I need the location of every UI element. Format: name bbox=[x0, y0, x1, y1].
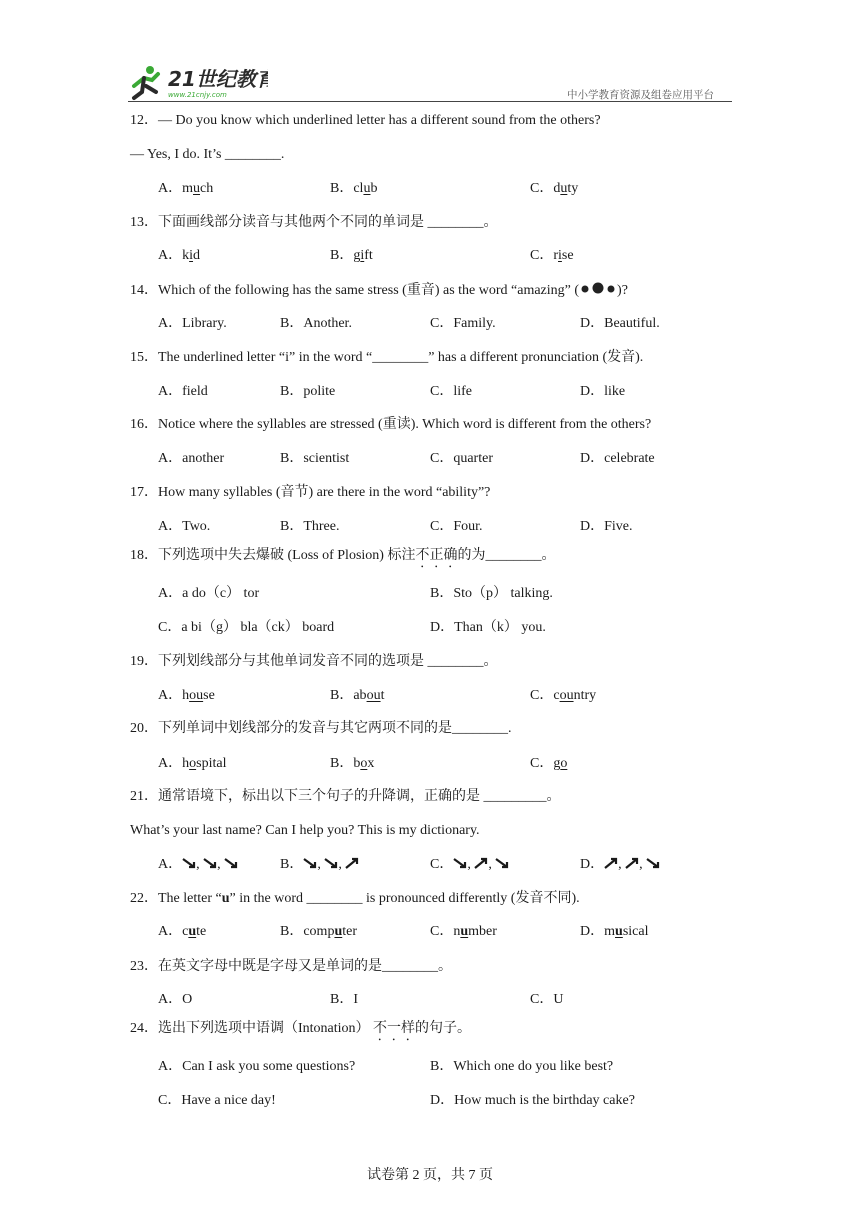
option-text: ntry bbox=[573, 688, 597, 703]
option-label: C． bbox=[530, 248, 554, 263]
underlined-letters: u bbox=[460, 924, 469, 939]
underlined-letters: ou bbox=[189, 688, 204, 703]
question-number: 16． bbox=[130, 417, 158, 432]
question-number: 13． bbox=[130, 215, 158, 230]
question-15-stem bbox=[130, 349, 643, 367]
emphasis-dots-text: 不一样 bbox=[373, 1021, 416, 1036]
option-label: B． bbox=[330, 992, 354, 1007]
option-label: C． bbox=[158, 1093, 182, 1108]
separator: , bbox=[338, 857, 346, 872]
option-text: U bbox=[553, 992, 564, 1007]
option-text: ty bbox=[567, 181, 579, 196]
option-text: I bbox=[353, 992, 359, 1007]
option-20-C[interactable] bbox=[530, 755, 567, 773]
option-17-A[interactable] bbox=[158, 518, 210, 536]
option-text: m bbox=[604, 924, 616, 939]
option-24-B[interactable] bbox=[430, 1058, 613, 1076]
option-text: se bbox=[561, 248, 574, 263]
option-label: A． bbox=[158, 181, 183, 196]
option-text: a bi（g） bla（ck） board bbox=[181, 620, 335, 635]
question-text: Notice where the syllables are stressed (重读). Which word is different from the others? bbox=[158, 417, 652, 432]
stress-pattern-icon bbox=[579, 281, 617, 295]
option-text: se bbox=[203, 688, 215, 703]
option-21-C[interactable] bbox=[430, 856, 509, 874]
option-text: Sto（p） talking. bbox=[453, 586, 553, 601]
rising-arrow-icon bbox=[625, 857, 639, 869]
option-text: Three. bbox=[303, 519, 340, 534]
question-12-line2: — Yes, I do. It’s ________. bbox=[130, 147, 285, 162]
question-text-part: 的句子。 bbox=[415, 1021, 472, 1036]
option-text: d bbox=[193, 248, 201, 263]
option-22-C[interactable] bbox=[430, 923, 497, 941]
question-21-line2: What’s your last name? Can I help you? This is my dictionary. bbox=[130, 823, 480, 838]
option-14-B[interactable] bbox=[280, 315, 352, 333]
falling-arrow-icon bbox=[303, 857, 317, 869]
option-label: D． bbox=[580, 519, 605, 534]
option-13-C[interactable] bbox=[530, 247, 574, 265]
underlined-letters: u bbox=[193, 181, 201, 196]
option-text: Five. bbox=[604, 519, 633, 534]
option-text: field bbox=[182, 384, 208, 399]
option-text: x bbox=[367, 756, 375, 771]
option-text: a do（c） tor bbox=[182, 586, 260, 601]
question-text: The underlined letter “i” in the word “________” has a different pronunciation (发音). bbox=[158, 350, 644, 365]
option-22-D[interactable] bbox=[580, 923, 648, 941]
option-label: A． bbox=[158, 586, 183, 601]
option-text: ft bbox=[364, 248, 373, 263]
option-text: Than（k） you. bbox=[454, 620, 546, 635]
option-text: cl bbox=[353, 181, 364, 196]
option-21-A[interactable] bbox=[158, 856, 238, 874]
underlined-letters: i bbox=[558, 248, 562, 263]
falling-arrow-icon bbox=[646, 857, 660, 869]
option-label: B． bbox=[280, 384, 304, 399]
option-text: d bbox=[553, 181, 561, 196]
option-label: D． bbox=[580, 451, 605, 466]
option-16-A[interactable] bbox=[158, 450, 224, 468]
option-label: D． bbox=[580, 924, 605, 939]
option-label: B． bbox=[280, 316, 304, 331]
option-19-A[interactable] bbox=[158, 687, 215, 705]
option-text: mber bbox=[468, 924, 497, 939]
question-21-stem bbox=[130, 788, 561, 806]
option-15-D[interactable] bbox=[580, 383, 625, 401]
option-24-C[interactable] bbox=[158, 1092, 276, 1110]
option-label: C． bbox=[530, 756, 554, 771]
rising-arrow-icon bbox=[604, 857, 618, 869]
option-18-C[interactable] bbox=[158, 619, 334, 637]
option-text: spital bbox=[196, 756, 227, 771]
option-12-C[interactable] bbox=[530, 180, 578, 198]
option-label: D． bbox=[430, 1093, 455, 1108]
question-text-part: ” in the word ________ is pronounced differently (发音不同). bbox=[229, 891, 580, 906]
option-16-B[interactable] bbox=[280, 450, 349, 468]
question-24-stem bbox=[130, 1020, 471, 1044]
option-label: A． bbox=[158, 451, 183, 466]
option-21-B[interactable] bbox=[280, 856, 359, 874]
option-24-A[interactable] bbox=[158, 1058, 355, 1076]
option-label: B． bbox=[280, 924, 304, 939]
option-text: sical bbox=[622, 924, 649, 939]
option-label: C． bbox=[530, 688, 554, 703]
question-number: 12． bbox=[130, 113, 158, 128]
option-text: ter bbox=[342, 924, 358, 939]
question-text: 在英文字母中既是字母又是单词的是________。 bbox=[158, 959, 452, 974]
question-13-stem bbox=[130, 214, 498, 232]
option-label: C． bbox=[430, 451, 454, 466]
option-text: Another. bbox=[303, 316, 352, 331]
option-text: m bbox=[182, 181, 194, 196]
option-label: A． bbox=[158, 857, 183, 872]
question-number: 20． bbox=[130, 721, 158, 736]
separator: , bbox=[217, 857, 225, 872]
option-17-C[interactable] bbox=[430, 518, 483, 536]
option-label: C． bbox=[430, 519, 454, 534]
option-label: C． bbox=[158, 620, 182, 635]
option-14-D[interactable] bbox=[580, 315, 660, 333]
option-text: Have a nice day! bbox=[181, 1093, 276, 1108]
option-text: t bbox=[380, 688, 385, 703]
option-text: polite bbox=[303, 384, 336, 399]
option-text: te bbox=[196, 924, 207, 939]
falling-arrow-icon bbox=[495, 857, 509, 869]
option-label: A． bbox=[158, 519, 183, 534]
option-17-D[interactable] bbox=[580, 518, 633, 536]
logo-text: 21世纪教育 bbox=[168, 67, 268, 91]
option-label: D． bbox=[580, 857, 605, 872]
option-text: k bbox=[182, 248, 190, 263]
option-label: A． bbox=[158, 924, 183, 939]
option-23-C[interactable] bbox=[530, 991, 563, 1009]
falling-arrow-icon bbox=[182, 857, 196, 869]
option-label: C． bbox=[430, 316, 454, 331]
option-text: Four. bbox=[453, 519, 483, 534]
option-22-B[interactable] bbox=[280, 923, 357, 941]
underlined-letters: i bbox=[189, 248, 194, 263]
rising-arrow-icon bbox=[474, 857, 488, 869]
option-text: c bbox=[182, 924, 189, 939]
option-label: B． bbox=[330, 248, 354, 263]
separator: , bbox=[196, 857, 204, 872]
option-label: B． bbox=[280, 519, 304, 534]
question-number: 24． bbox=[130, 1021, 158, 1036]
site-logo bbox=[128, 64, 268, 102]
underlined-letters: u bbox=[560, 181, 568, 196]
option-label: B． bbox=[430, 586, 454, 601]
rising-arrow-icon bbox=[345, 857, 359, 869]
question-number: 22． bbox=[130, 891, 158, 906]
option-text: Two. bbox=[182, 519, 211, 534]
option-text: O bbox=[182, 992, 193, 1007]
option-text: life bbox=[453, 384, 472, 399]
underlined-letters: o bbox=[189, 756, 197, 771]
option-15-B[interactable] bbox=[280, 383, 335, 401]
option-text: another bbox=[182, 451, 225, 466]
option-text: Can I ask you some questions? bbox=[182, 1059, 356, 1074]
option-label: A． bbox=[158, 248, 183, 263]
question-text: 通常语境下，标出以下三个句子的升降调，正确的是 _________。 bbox=[158, 789, 561, 804]
option-text: comp bbox=[303, 924, 335, 939]
option-text: g bbox=[353, 248, 361, 263]
option-text: quarter bbox=[453, 451, 493, 466]
question-22-stem bbox=[130, 890, 580, 908]
underlined-letters: o bbox=[560, 756, 568, 771]
question-23-stem bbox=[130, 958, 452, 976]
option-label: C． bbox=[430, 857, 454, 872]
question-number: 17． bbox=[130, 485, 158, 500]
option-label: A． bbox=[158, 384, 183, 399]
option-label: A． bbox=[158, 756, 183, 771]
option-23-A[interactable] bbox=[158, 991, 192, 1009]
question-16-stem bbox=[130, 416, 651, 434]
option-text: Beautiful. bbox=[604, 316, 660, 331]
falling-arrow-icon bbox=[324, 857, 338, 869]
option-23-B[interactable] bbox=[330, 991, 358, 1009]
option-16-D[interactable] bbox=[580, 450, 655, 468]
option-18-D[interactable] bbox=[430, 619, 546, 637]
question-14-stem bbox=[130, 281, 628, 300]
option-label: A． bbox=[158, 316, 183, 331]
option-label: B． bbox=[280, 857, 304, 872]
option-17-B[interactable] bbox=[280, 518, 340, 536]
underlined-letters: u bbox=[188, 924, 197, 939]
question-number: 15． bbox=[130, 350, 158, 365]
underlined-letters: ou bbox=[559, 688, 574, 703]
option-text: Family. bbox=[453, 316, 496, 331]
option-text: h bbox=[182, 756, 190, 771]
option-text: ab bbox=[353, 688, 367, 703]
option-24-D[interactable] bbox=[430, 1092, 635, 1110]
question-19-stem bbox=[130, 653, 498, 671]
option-15-A[interactable] bbox=[158, 383, 208, 401]
question-text: How many syllables (音节) are there in the word “ability”? bbox=[158, 485, 491, 500]
option-text: Which one do you like best? bbox=[453, 1059, 614, 1074]
option-label: B． bbox=[430, 1059, 454, 1074]
question-20-stem bbox=[130, 720, 512, 738]
underlined-letters: i bbox=[360, 248, 365, 263]
falling-arrow-icon bbox=[224, 857, 238, 869]
option-label: B． bbox=[330, 756, 354, 771]
option-text: n bbox=[453, 924, 461, 939]
option-21-D[interactable] bbox=[580, 856, 660, 874]
question-12-stem bbox=[130, 112, 601, 130]
question-17-stem bbox=[130, 484, 490, 502]
emphasis-dots-text: 不正确 bbox=[415, 548, 458, 563]
option-text: b bbox=[353, 756, 361, 771]
option-label: A． bbox=[158, 992, 183, 1007]
underlined-letters: u bbox=[334, 924, 343, 939]
option-label: D． bbox=[580, 384, 605, 399]
question-number: 14． bbox=[130, 283, 158, 298]
bold-letter: u bbox=[221, 891, 230, 906]
option-12-B[interactable] bbox=[330, 180, 377, 198]
separator: , bbox=[639, 857, 647, 872]
option-text: r bbox=[553, 248, 559, 263]
option-text: g bbox=[553, 756, 561, 771]
option-19-B[interactable] bbox=[330, 687, 384, 705]
option-label: C． bbox=[430, 924, 454, 939]
option-label: A． bbox=[158, 1059, 183, 1074]
option-label: C． bbox=[530, 992, 554, 1007]
question-text-part: Which of the following has the same stress (重音) as the word “amazing” ( bbox=[158, 283, 580, 298]
question-number: 23． bbox=[130, 959, 158, 974]
question-number: 18． bbox=[130, 548, 158, 563]
separator: , bbox=[488, 857, 496, 872]
option-label: D． bbox=[580, 316, 605, 331]
option-14-A[interactable] bbox=[158, 315, 227, 333]
question-text: 下列单词中划线部分的发音与其它两项不同的是________. bbox=[158, 721, 512, 736]
option-18-A[interactable] bbox=[158, 585, 259, 603]
option-text: h bbox=[182, 688, 190, 703]
option-label: D． bbox=[430, 620, 455, 635]
option-14-C[interactable] bbox=[430, 315, 496, 333]
question-text-part: 的为________。 bbox=[457, 548, 556, 563]
option-20-A[interactable] bbox=[158, 755, 226, 773]
option-text: ch bbox=[200, 181, 214, 196]
question-18-stem bbox=[130, 547, 555, 571]
header-divider bbox=[128, 101, 732, 102]
underlined-letters: o bbox=[360, 756, 368, 771]
separator: , bbox=[618, 857, 626, 872]
logo-url: www.21cnjy.com bbox=[168, 91, 227, 99]
option-15-C[interactable] bbox=[430, 383, 472, 401]
option-22-A[interactable] bbox=[158, 923, 206, 941]
separator: , bbox=[317, 857, 325, 872]
page-footer: 试卷第 2 页，共 7 页 bbox=[367, 1168, 493, 1183]
option-label: B． bbox=[280, 451, 304, 466]
header-tagline: 中小学教育资源及组卷应用平台 bbox=[567, 89, 714, 101]
question-text-part: )? bbox=[617, 283, 628, 298]
falling-arrow-icon bbox=[203, 857, 217, 869]
underlined-letters: u bbox=[615, 924, 623, 939]
option-12-A[interactable] bbox=[158, 180, 213, 198]
question-text-part: 选出下列选项中语调（Intonation） bbox=[158, 1021, 374, 1036]
question-text-part: The letter “ bbox=[158, 891, 222, 906]
option-13-A[interactable] bbox=[158, 247, 200, 265]
option-text: Library. bbox=[182, 316, 227, 331]
option-text: c bbox=[553, 688, 560, 703]
option-label: A． bbox=[158, 688, 183, 703]
option-label: B． bbox=[330, 181, 354, 196]
underlined-letters: ou bbox=[366, 688, 381, 703]
underlined-letters: u bbox=[363, 181, 371, 196]
question-number: 19． bbox=[130, 654, 158, 669]
option-20-B[interactable] bbox=[330, 755, 374, 773]
option-text: celebrate bbox=[604, 451, 655, 466]
question-text: 下列划线部分与其他单词发音不同的选项是 ________。 bbox=[158, 654, 498, 669]
option-16-C[interactable] bbox=[430, 450, 493, 468]
question-text-part: 下列选项中失去爆破 (Loss of Plosion) 标注 bbox=[158, 548, 416, 563]
question-number: 21． bbox=[130, 789, 158, 804]
option-18-B[interactable] bbox=[430, 585, 553, 603]
option-19-C[interactable] bbox=[530, 687, 596, 705]
option-text: b bbox=[370, 181, 378, 196]
option-label: C． bbox=[430, 384, 454, 399]
option-text: scientist bbox=[303, 451, 350, 466]
option-label: C． bbox=[530, 181, 554, 196]
option-text: like bbox=[604, 384, 626, 399]
separator: , bbox=[467, 857, 475, 872]
question-text: 下面画线部分读音与其他两个不同的单词是 ________。 bbox=[158, 215, 498, 230]
falling-arrow-icon bbox=[453, 857, 467, 869]
option-text: How much is the birthday cake? bbox=[454, 1093, 635, 1108]
option-label: B． bbox=[330, 688, 354, 703]
question-text: — Do you know which underlined letter has a different sound from the others? bbox=[158, 113, 601, 128]
option-13-B[interactable] bbox=[330, 247, 373, 265]
